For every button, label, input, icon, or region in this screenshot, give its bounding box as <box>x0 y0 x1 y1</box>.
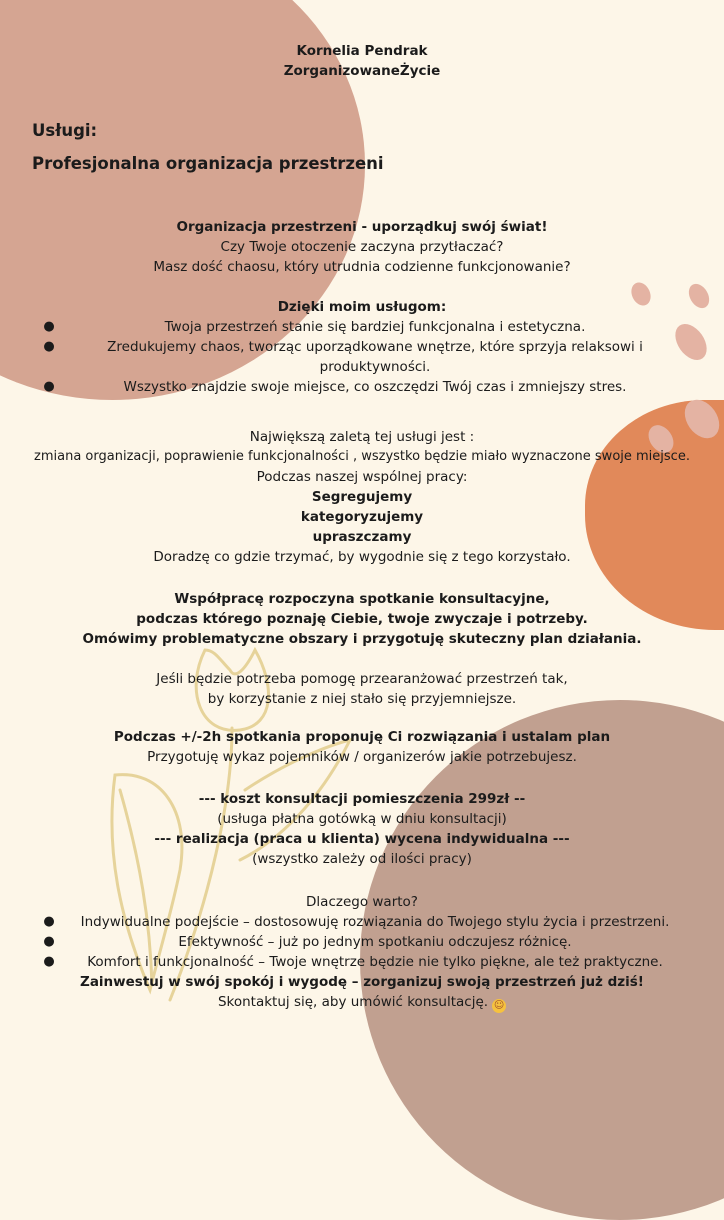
advantage-text: zmiana organizacji, poprawienie funkcjonalności , wszystko będzie miało wyznaczone swoje miejsce. <box>34 449 690 464</box>
benefit-item: Twoja przestrzeń stanie się bardziej funkcjonalna i estetyczna. <box>164 319 586 335</box>
work-step: upraszczamy <box>312 529 412 545</box>
consultation-cost: --- koszt konsultacji pomieszczenia 299zł -- <box>198 791 526 807</box>
smiling-face-emoji-icon: ☺ <box>493 1000 505 1011</box>
bullet-dot-icon: ● <box>43 379 55 394</box>
why-heading: Dlaczego warto? <box>306 894 418 910</box>
consultation-text: Omówimy problematyczne obszary i przygotuję skuteczny plan działania. <box>82 631 642 647</box>
service-title: Profesjonalna organizacja przestrzeni <box>32 154 384 173</box>
bullet-dot-icon: ● <box>43 914 55 929</box>
intro-question: Czy Twoje otoczenie zaczyna przytłaczać? <box>220 239 504 255</box>
meeting-text: Podczas +/-2h spotkania proponuję Ci rozwiązania i ustalam plan <box>113 729 611 745</box>
advice-text: Doradzę co gdzie trzymać, by wygodnie się z tego korzystało. <box>153 549 571 565</box>
author-name: Kornelia Pendrak <box>296 43 428 59</box>
pricing-note: (wszystko zależy od ilości pracy) <box>252 851 472 867</box>
why-item: Indywidualne podejście – dostosowuję rozwiązania do Twojego stylu życia i przestrzeni. <box>80 914 670 930</box>
cta-headline: Zainwestuj w swój spokój i wygodę – zorganizuj swoją przestrzeń już dziś! <box>80 974 644 990</box>
rearrange-text: Jeśli będzie potrzeba pomogę przearanżować przestrzeń tak, <box>156 671 568 687</box>
cta-contact-text: Skontaktuj się, aby umówić konsultację. <box>217 994 489 1010</box>
meeting-text: Przygotuję wykaz pojemników / organizerów jakie potrzebujesz. <box>147 749 577 765</box>
bullet-dot-icon: ● <box>43 339 55 354</box>
intro-headline: Organizacja przestrzeni - uporządkuj swój świat! <box>176 219 548 235</box>
consultation-text: Współpracę rozpoczyna spotkanie konsultacyjne, <box>174 591 550 607</box>
services-label: Usługi: <box>32 121 98 140</box>
work-step: Segregujemy <box>311 489 413 505</box>
advantage-intro: Największą zaletą tej usługi jest : <box>249 429 475 445</box>
brand-name: ZorganizowaneŻycie <box>283 63 441 79</box>
work-intro: Podczas naszej wspólnej pracy: <box>256 469 468 485</box>
rearrange-text: by korzystanie z niej stało się przyjemniejsze. <box>207 691 517 707</box>
why-item: Komfort i funkcjonalność – Twoje wnętrze będzie nie tylko piękne, ale też praktyczne. <box>87 954 663 970</box>
realization-pricing: --- realizacja (praca u klienta) wycena indywidualna --- <box>154 831 570 847</box>
benefits-heading: Dzięki moim usługom: <box>277 299 447 315</box>
cta-contact <box>0 992 724 1013</box>
benefit-item: Zredukujemy chaos, tworząc uporządkowane wnętrze, które sprzyja relaksowi i <box>107 339 643 355</box>
why-item: Efektywność – już po jednym spotkaniu odczujesz różnicę. <box>178 934 572 950</box>
benefit-item: Wszystko znajdzie swoje miejsce, co oszczędzi Twój czas i zmniejszy stres. <box>123 379 627 395</box>
consultation-text: podczas którego poznaję Ciebie, twoje zwyczaje i potrzeby. <box>136 611 588 627</box>
bullet-dot-icon: ● <box>43 934 55 949</box>
work-step: kategoryzujemy <box>300 509 424 525</box>
bullet-dot-icon: ● <box>43 954 55 969</box>
benefit-item-continuation: produktywności. <box>319 359 431 375</box>
bullet-dot-icon: ● <box>43 319 55 334</box>
payment-note: (usługa płatna gotówką w dniu konsultacji) <box>217 811 507 827</box>
intro-question: Masz dość chaosu, który utrudnia codzienne funkcjonowanie? <box>153 259 571 275</box>
